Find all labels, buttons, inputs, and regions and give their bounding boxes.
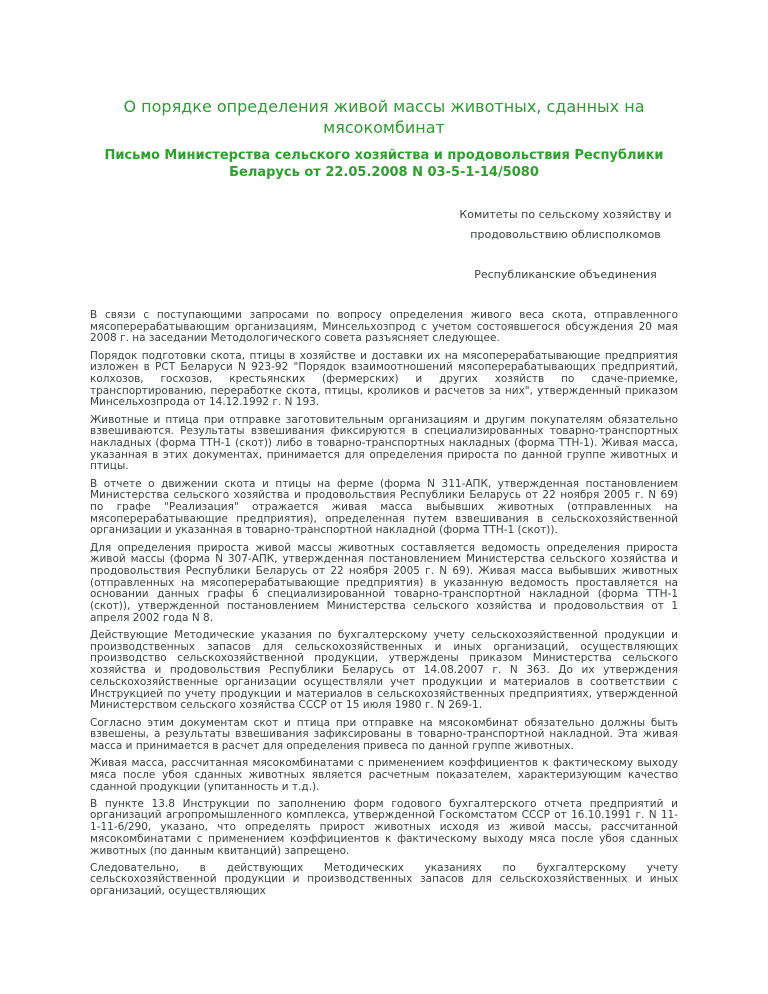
- document-subtitle: Письмо Министерства сельского хозяйства и продовольствия Республики Беларусь от 22.05.2008 N 03-5-1-14/5080: [104, 148, 664, 180]
- body-paragraph: Животные и птица при отправке заготовительным организациям и другим покупателям обязательно взвешиваются. Результаты взвешивания фиксируются в специализированных товарно-транспортных накладных (форма ТТН-1 (скот)) либо в товарно-транспортных накладных (форма ТТН-1). Живая масса, указанная в этих документах, принимается для определения прироста по данной группе животных и птицы.: [90, 413, 678, 473]
- body-paragraph: Порядок подготовки скота, птицы в хозяйстве и доставки их на мясоперерабатывающие предприятия изложен в РСТ Беларуси N 923-92 "Порядок взаимоотношений мясоперерабатывающих предприятий, колхозов, госхозов, крестьянских (фермерских) и других хозяйств по сдаче-приемке, транспортированию, переработке скота, птицы, кроликов и расчетов за них", утвержденный приказом Минсельхозпрода от 14.12.1992 г. N 193.: [90, 349, 678, 409]
- addressee-block-committees: [453, 205, 678, 245]
- body-paragraph: Согласно этим документам скот и птица при отправке на мясокомбинат обязательно должны быть взвешены, а результаты взвешивания зафиксированы в товарно-транспортной накладной. Эта живая масса и принимается в расчет для определения привеса по данной группе животных.: [90, 716, 678, 752]
- body-paragraph: Живая масса, рассчитанная мясокомбинатами с применением коэффициентов к фактическому выходу мяса после убоя сданных животных является расчетным показателем, характеризующим качество сданной продукции (упитанность и т.д.).: [90, 757, 678, 793]
- addressee-line: Комитеты по сельскому хозяйству и: [459, 208, 672, 221]
- addressee-section: [90, 205, 678, 285]
- addressee-line: Республиканские объединения: [474, 268, 657, 281]
- body-paragraph: В пункте 13.8 Инструкции по заполнению форм годового бухгалтерского отчета предприятий и организаций агропромышленного комплекса, утвержденной Госкомстатом СССР от 16.10.1991 г. N 11-1-11-6/290, указано, что определять прирост животных исходя из живой массы, рассчитанной мясокомбинатами с применением коэффициентов к фактическому выходу мяса после убоя сданных животных (по данным квитанций) запрещено.: [90, 797, 678, 857]
- page-title: О порядке определения живой массы животных, сданных на мясокомбинат: [123, 97, 645, 137]
- body-paragraph: Действующие Методические указания по бухгалтерскому учету сельскохозяйственной продукции и производственных запасов для сельскохозяйственных и иных организаций, осуществляющих производство сельскохозяйственной продукции, утверждены приказом Министерства сельского хозяйства и продовольствия Республики Беларусь от 14.08.2007 г. N 363. До их утверждения сельскохозяйственные организации осуществляли учет продукции и материалов в соответствии с Инструкцией по учету продукции и материалов в сельскохозяйственных предприятиях, утвержденной Министерством сельского хозяйства СССР от 15 июля 1980 г. N 269-1.: [90, 629, 678, 712]
- addressee-block-associations: [453, 265, 678, 285]
- body-paragraph: В связи с поступающими запросами по вопросу определения живого веса скота, отправленного мясоперерабатывающим организациям, Минсельхозпрод с учетом состоявшегося обсуждения 20 мая 2008 г. на заседании Методологического совета разъясняет следующее.: [90, 309, 678, 345]
- body-paragraph: Для определения прироста живой массы животных составляется ведомость определения прироста живой массы (форма N 307-АПК, утвержденная постановлением Министерства сельского хозяйства и продовольствия Республики Беларусь от 22 ноября 2005 г. N 69). Живая масса выбывших животных (отправленных на мясоперерабатывающие предприятия) в указанную ведомость проставляется на основании данных графы 6 специализированной товарно-транспортной накладной (форма ТТН-1 (скот)), утвержденной постановлением Министерства сельского хозяйства и продовольствия от 1 апреля 2002 года N 8.: [90, 541, 678, 624]
- body-paragraph: Следовательно, в действующих Методических указаниях по бухгалтерскому учету сельскохозяйственной продукции и производственных запасов для сельскохозяйственных и иных организаций, осуществляющих: [90, 861, 678, 898]
- body-paragraph: В отчете о движении скота и птицы на ферме (форма N 311-АПК, утвержденная постановлением Министерства сельского хозяйства и продовольствия Республики Беларусь от 22 ноября 2005 г. N 69) по графе "Реализация" отражается живая масса выбывших животных (отправленных на мясоперерабатывающие предприятия), определенная путем взвешивания в сельскохозяйственной организации и указанная в товарно-транспортной накладной (форма ТТН-1 (скот)).: [90, 477, 678, 537]
- document-body: [90, 310, 678, 898]
- addressee-line: продовольствию облисполкомов: [470, 228, 661, 241]
